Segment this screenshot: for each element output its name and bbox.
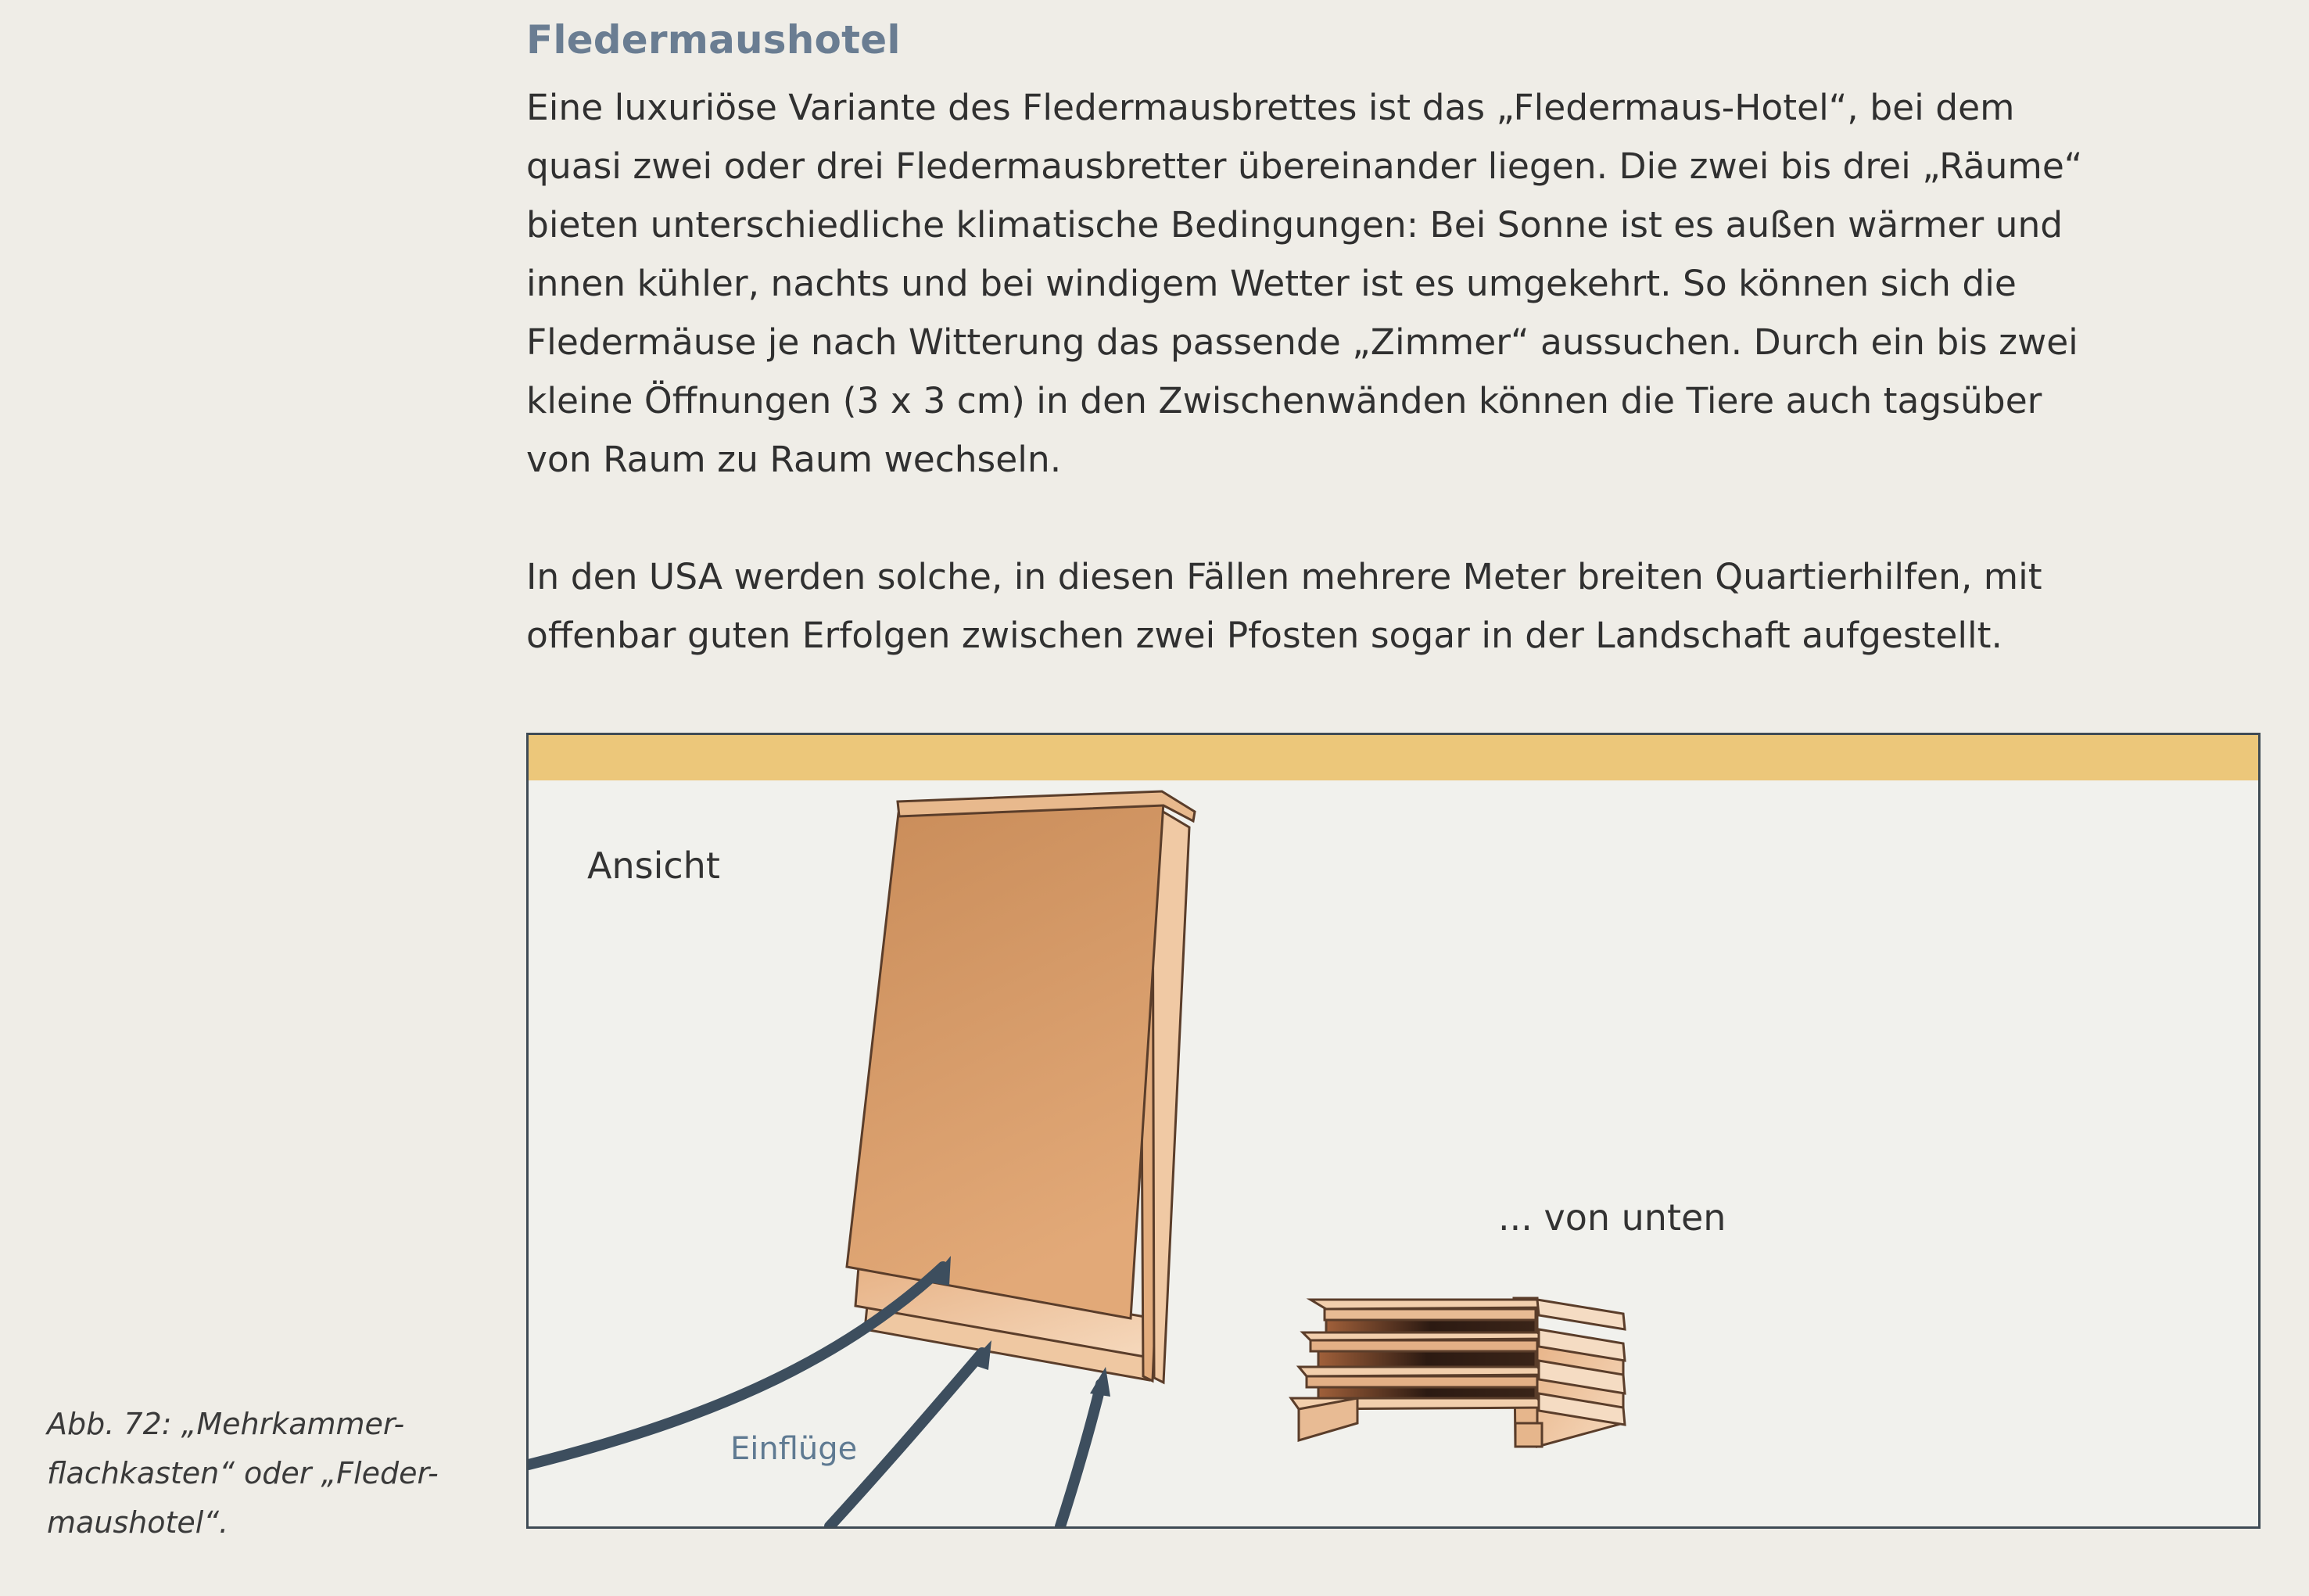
- text-line: Fledermäuse je nach Witterung das passende „Zimmer“ aussuchen. Durch ein bis zwei: [526, 321, 2078, 363]
- text-line: In den USA werden solche, in diesen Fällen mehrere Meter breiten Quartierhilfen, mit: [526, 556, 2042, 597]
- text-line: kleine Öffnungen (3 x 3 cm) in den Zwischenwänden können die Tiere auch tagsüber: [526, 380, 2042, 421]
- text-line: Eine luxuriöse Variante des Fledermausbrettes ist das „Fledermaus-Hotel“, bei dem: [526, 87, 2015, 128]
- bat-hotel-illustration: [529, 735, 2258, 1526]
- caption-line: Abb. 72: „Mehrkammer-: [47, 1407, 405, 1441]
- bat-box-view: [847, 791, 1195, 1383]
- caption-line: flachkasten“ oder „Fleder-: [47, 1456, 439, 1490]
- text-line: innen kühler, nachts und bei windigem Wetter ist es umgekehrt. So können sich die: [526, 263, 2017, 304]
- caption-line: maushotel“.: [47, 1505, 229, 1540]
- paragraph-usa: [526, 547, 2042, 665]
- figure-caption: [47, 1400, 439, 1548]
- text-line: offenbar guten Erfolgen zwischen zwei Pfosten sogar in der Landschaft aufgestellt.: [526, 615, 2002, 656]
- bat-hotel-figure: [526, 733, 2261, 1529]
- text-line: quasi zwei oder drei Fledermausbretter übereinander liegen. Die zwei bis drei „Räume“: [526, 145, 2083, 187]
- label-bottom-view: ... von unten: [1498, 1196, 1726, 1239]
- text-line: bieten unterschiedliche klimatische Bedingungen: Bei Sonne ist es außen wärmer und: [526, 204, 2063, 246]
- text-line: von Raum zu Raum wechseln.: [526, 439, 1062, 480]
- label-view: Ansicht: [587, 845, 720, 887]
- section-heading: Fledermaushotel: [526, 17, 901, 63]
- label-entry: Einflüge: [730, 1431, 858, 1467]
- bat-box-bottom-view: [1291, 1298, 1625, 1447]
- paragraph-description: [526, 78, 2082, 489]
